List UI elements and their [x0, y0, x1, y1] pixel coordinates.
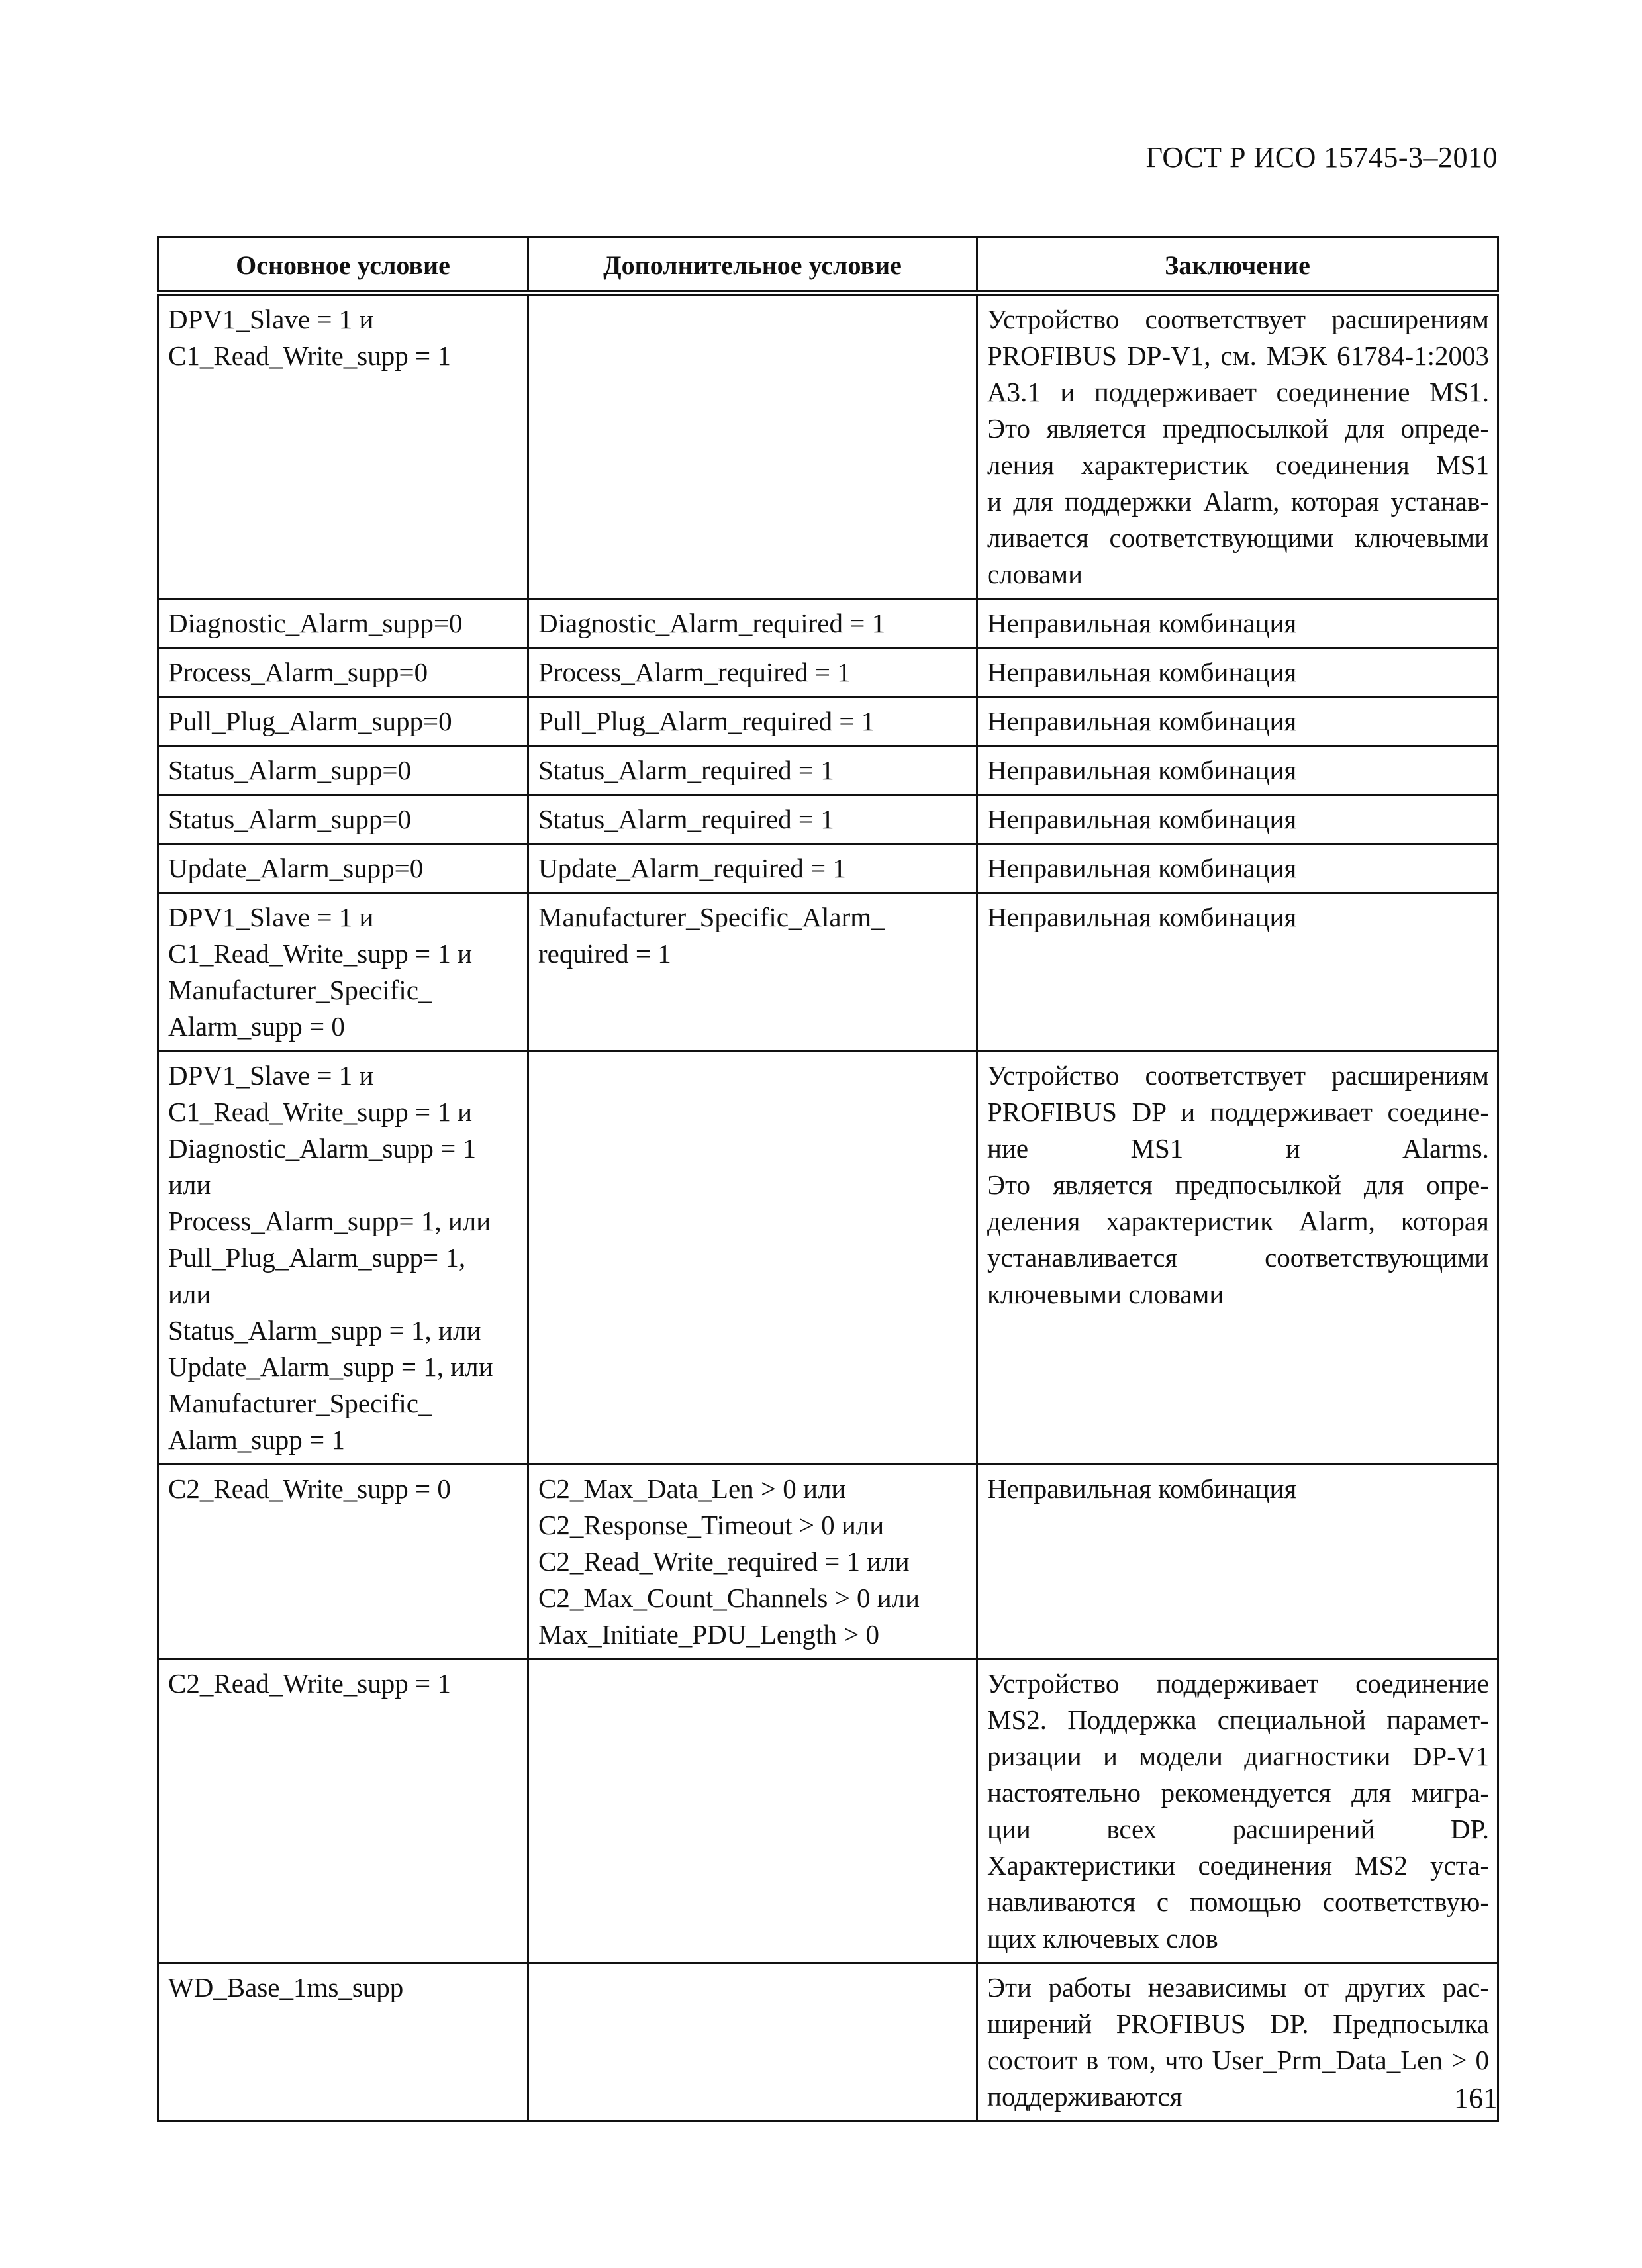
table-row	[158, 844, 1498, 893]
extra-condition-cell	[528, 1465, 977, 1659]
extra-condition-cell	[528, 1659, 977, 1963]
main-condition-cell	[158, 795, 528, 844]
cell-text-line: Характеристики соединения MS2 уста-	[987, 1850, 1489, 1881]
cell-text-line: Status_Alarm_required = 1	[538, 755, 834, 785]
cell-text-line: Pull_Plug_Alarm_required = 1	[538, 706, 875, 736]
main-condition-cell	[158, 1052, 528, 1465]
cell-text-line: или	[168, 1279, 211, 1309]
table-row	[158, 795, 1498, 844]
cell-text-line: Неправильная комбинация	[987, 657, 1297, 687]
cell-text-line: Manufacturer_Specific_Alarm_	[538, 902, 885, 932]
cell-text-line: Устройство поддерживает соединение	[987, 1668, 1489, 1699]
cell-text-line: Process_Alarm_supp= 1, или	[168, 1206, 491, 1236]
cell-text-line: ливается соответствующими ключевыми	[987, 522, 1489, 553]
main-condition-cell	[158, 697, 528, 746]
conclusion-cell	[977, 746, 1498, 795]
table-row	[158, 293, 1498, 599]
cell-text-line: PROFIBUS DP-V1, см. МЭК 61784-1:2003	[987, 340, 1489, 371]
extra-condition-cell	[528, 893, 977, 1052]
conditions-table	[157, 236, 1499, 2122]
main-condition-cell	[158, 1659, 528, 1963]
cell-text-line: деления характеристик Alarm, которая	[987, 1206, 1489, 1236]
cell-text-line: Status_Alarm_supp=0	[168, 804, 412, 834]
cell-text-line: DPV1_Slave = 1 и	[168, 304, 374, 334]
cell-text-line: Устройство соответствует расширениям	[987, 304, 1489, 334]
cell-text-line: ризации и модели диагностики DP-V1	[987, 1741, 1489, 1771]
cell-text-line: Status_Alarm_supp = 1, или	[168, 1315, 481, 1346]
conclusion-cell	[977, 599, 1498, 648]
cell-text-line: навливаются с помощью соответствую-	[987, 1887, 1489, 1917]
extra-condition-cell	[528, 795, 977, 844]
cell-text-line: Diagnostic_Alarm_supp = 1	[168, 1133, 476, 1163]
extra-condition-cell	[528, 746, 977, 795]
cell-text-line: настоятельно рекомендуется для мигра-	[987, 1777, 1489, 1808]
cell-text-line: C2_Read_Write_supp = 0	[168, 1473, 451, 1504]
conclusion-cell	[977, 844, 1498, 893]
conclusion-cell	[977, 697, 1498, 746]
cell-text-line: A3.1 и поддерживает соединение MS1.	[987, 377, 1489, 407]
table-row	[158, 893, 1498, 1052]
cell-text-line: Это является предпосылкой для опреде-	[987, 413, 1489, 444]
cell-text-line: Process_Alarm_required = 1	[538, 657, 851, 687]
cell-text-line: ние MS1 и Alarms.	[987, 1133, 1489, 1163]
cell-text-line: Pull_Plug_Alarm_supp= 1,	[168, 1242, 466, 1273]
cell-text-line: Неправильная комбинация	[987, 804, 1297, 834]
extra-condition-cell	[528, 1052, 977, 1465]
table-row	[158, 648, 1498, 697]
cell-text-line: Неправильная комбинация	[987, 853, 1297, 883]
cell-text-line: Неправильная комбинация	[987, 902, 1297, 932]
main-condition-cell	[158, 293, 528, 599]
cell-text-line: required = 1	[538, 938, 671, 969]
cell-text-line: Alarm_supp = 1	[168, 1424, 345, 1455]
main-condition-cell	[158, 893, 528, 1052]
cell-text-line: Status_Alarm_required = 1	[538, 804, 834, 834]
table-row	[158, 1052, 1498, 1465]
cell-text-line: ключевыми словами	[987, 1279, 1224, 1309]
cell-text-line: Эти работы независимы от других рас-	[987, 1972, 1489, 2002]
cell-text-line: Update_Alarm_required = 1	[538, 853, 846, 883]
cell-text-line: Manufacturer_Specific_	[168, 1388, 432, 1418]
table-row	[158, 1963, 1498, 2122]
table-row	[158, 599, 1498, 648]
cell-text-line: Pull_Plug_Alarm_supp=0	[168, 706, 452, 736]
conclusion-cell	[977, 795, 1498, 844]
table-body	[158, 293, 1498, 2122]
cell-text-line: щих ключевых слов	[987, 1923, 1218, 1953]
main-condition-cell	[158, 1465, 528, 1659]
cell-text-line: C1_Read_Write_supp = 1	[168, 340, 451, 371]
cell-text-line: ления характеристик соединения MS1	[987, 450, 1489, 480]
cell-text-line: поддерживаются	[987, 2081, 1183, 2112]
cell-text-line: PROFIBUS DP и поддерживает соедине-	[987, 1097, 1489, 1127]
cell-text-line: C2_Max_Count_Channels > 0 или	[538, 1583, 920, 1613]
cell-text-line: DPV1_Slave = 1 и	[168, 1060, 374, 1091]
cell-text-line: Process_Alarm_supp=0	[168, 657, 428, 687]
cell-text-line: устанавливается соответствующими	[987, 1242, 1489, 1273]
conclusion-cell	[977, 1963, 1498, 2122]
cell-text-line: C2_Read_Write_supp = 1	[168, 1668, 451, 1699]
cell-text-line: Diagnostic_Alarm_supp=0	[168, 608, 463, 638]
cell-text-line: Update_Alarm_supp=0	[168, 853, 424, 883]
extra-condition-cell	[528, 844, 977, 893]
column-header-extra-condition: Дополнительное условие	[528, 238, 977, 293]
main-condition-cell	[158, 648, 528, 697]
table-header-row	[158, 238, 1498, 293]
conclusion-cell	[977, 1052, 1498, 1465]
cell-text-line: Неправильная комбинация	[987, 706, 1297, 736]
table-row	[158, 1659, 1498, 1963]
cell-text-line: WD_Base_1ms_supp	[168, 1972, 404, 2002]
cell-text-line: Неправильная комбинация	[987, 1473, 1297, 1504]
table-row	[158, 697, 1498, 746]
main-condition-cell	[158, 1963, 528, 2122]
extra-condition-cell	[528, 293, 977, 599]
conclusion-cell	[977, 1659, 1498, 1963]
cell-text-line: или	[168, 1169, 211, 1200]
extra-condition-cell	[528, 648, 977, 697]
cell-text-line: Max_Initiate_PDU_Length > 0	[538, 1619, 880, 1650]
cell-text-line: C2_Response_Timeout > 0 или	[538, 1510, 885, 1540]
conclusion-cell	[977, 1465, 1498, 1659]
cell-text-line: Неправильная комбинация	[987, 755, 1297, 785]
column-header-conclusion: Заключение	[977, 238, 1498, 293]
main-condition-cell	[158, 746, 528, 795]
conclusion-cell	[977, 293, 1498, 599]
extra-condition-cell	[528, 1963, 977, 2122]
main-condition-cell	[158, 599, 528, 648]
main-condition-cell	[158, 844, 528, 893]
cell-text-line: C2_Max_Data_Len > 0 или	[538, 1473, 846, 1504]
cell-text-line: и для поддержки Alarm, которая устанав-	[987, 486, 1489, 517]
cell-text-line: ширений PROFIBUS DP. Предпосылка	[987, 2008, 1489, 2039]
cell-text-line: DPV1_Slave = 1 и	[168, 902, 374, 932]
cell-text-line: MS2. Поддержка специальной парамет-	[987, 1704, 1489, 1735]
cell-text-line: словами	[987, 559, 1083, 589]
page-number: 161	[1454, 2082, 1498, 2114]
extra-condition-cell	[528, 599, 977, 648]
cell-text-line: ции всех расширений DP.	[987, 1814, 1489, 1844]
table-row	[158, 1465, 1498, 1659]
cell-text-line: C1_Read_Write_supp = 1 и	[168, 1097, 473, 1127]
cell-text-line: Неправильная комбинация	[987, 608, 1297, 638]
page-header: ГОСТ Р ИСО 15745-3–2010	[1145, 141, 1498, 173]
cell-text-line: Alarm_supp = 0	[168, 1011, 345, 1042]
conclusion-cell	[977, 648, 1498, 697]
cell-text-line: состоит в том, что User_Prm_Data_Len > 0	[987, 2045, 1489, 2075]
cell-text-line: Это является предпосылкой для опре-	[987, 1169, 1489, 1200]
conclusion-cell	[977, 893, 1498, 1052]
cell-text-line: Manufacturer_Specific_	[168, 975, 432, 1005]
cell-text-line: Update_Alarm_supp = 1, или	[168, 1352, 493, 1382]
cell-text-line: Diagnostic_Alarm_required = 1	[538, 608, 886, 638]
cell-text-line: Status_Alarm_supp=0	[168, 755, 412, 785]
cell-text-line: C2_Read_Write_required = 1 или	[538, 1546, 910, 1577]
table-row	[158, 746, 1498, 795]
column-header-main-condition: Основное условие	[158, 238, 528, 293]
cell-text-line: Устройство соответствует расширениям	[987, 1060, 1489, 1091]
extra-condition-cell	[528, 697, 977, 746]
cell-text-line: C1_Read_Write_supp = 1 и	[168, 938, 473, 969]
